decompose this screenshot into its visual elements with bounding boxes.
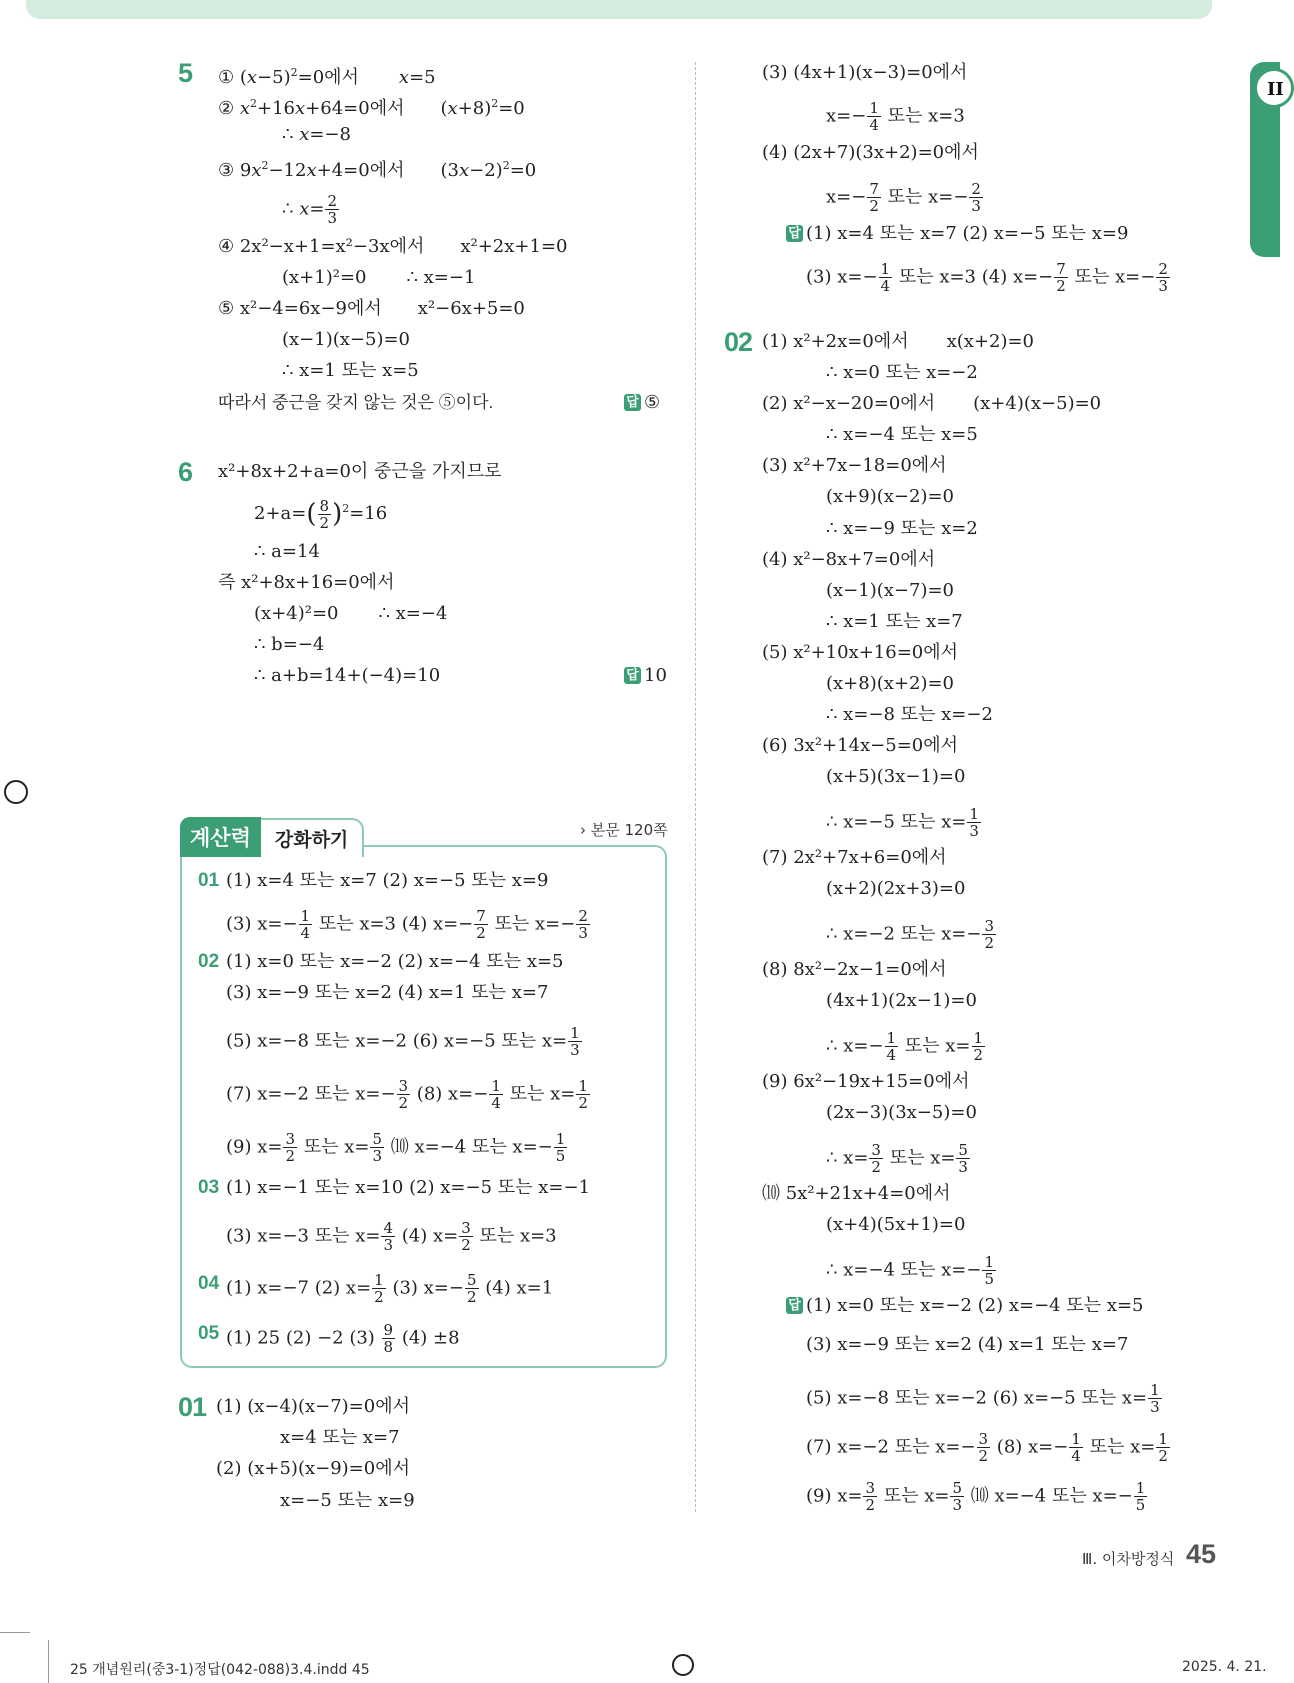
r01-answer-1: 답 (1) x=4 또는 x=7 (2) x=−5 또는 x=9	[786, 222, 1128, 246]
s01-line-1: (1) (x−4)(x−7)=0에서	[216, 1396, 410, 1417]
r02-p6: (6) 3x²+14x−5=0에서	[762, 735, 959, 756]
q6-line-7: ∴ a+b=14+(−4)=10	[254, 665, 441, 686]
r02-p1: (1) x²+2x=0에서 x(x+2)=0	[762, 331, 1035, 352]
r02-p4b: (x−1)(x−7)=0	[826, 580, 954, 601]
r01-answer-2: (3) x=− $\frac{1}{4}$ 또는 x=3 (4) x=− $\frac{7}{2}$ 또는 x=− $\frac{2}{3}$	[806, 260, 1168, 295]
q5-line-9: (x−1)(x−5)=0	[282, 329, 410, 350]
r02-p9b: (2x−3)(3x−5)=0	[826, 1102, 977, 1123]
q6-line-3: ∴ a=14	[254, 541, 320, 562]
r02-p9: (9) 6x²−19x+15=0에서	[762, 1071, 970, 1092]
r01-line-2: x=− $\frac{1}{4}$ 또는 x=3	[826, 99, 965, 134]
answer-badge: 답	[624, 394, 641, 411]
r02-p5: (5) x²+10x+16=0에서	[762, 642, 959, 663]
box-num-04: 04	[198, 1273, 220, 1294]
practice-box-tab	[180, 818, 364, 856]
print-date: 2025. 4. 21.	[1182, 1659, 1267, 1675]
r02-p8c: ∴ x=− $\frac{1}{4}$ 또는 x= $\frac{1}{2}$	[826, 1029, 984, 1064]
r02-p7c: ∴ x=−2 또는 x=− $\frac{3}{2}$	[826, 917, 995, 952]
r02-p5b: (x+8)(x+2)=0	[826, 673, 954, 694]
q6-line-6: ∴ b=−4	[254, 634, 325, 655]
box-02-line-1: (1) x=0 또는 x=−2 (2) x=−4 또는 x=5	[226, 951, 564, 972]
r02-p10b: (x+4)(5x+1)=0	[826, 1214, 966, 1235]
q6-line-1: x²+8x+2+a=0이 중근을 가지므로	[218, 461, 502, 482]
box-02-line-2: (3) x=−9 또는 x=2 (4) x=1 또는 x=7	[226, 982, 549, 1003]
r02-p3c: ∴ x=−9 또는 x=2	[826, 518, 978, 539]
r02-p10c: ∴ x=−4 또는 x=− $\frac{1}{5}$	[826, 1253, 995, 1288]
r02-answer-3: (5) x=−8 또는 x=−2 (6) x=−5 또는 x= $\frac{1}{3}$	[806, 1381, 1160, 1416]
top-banner	[26, 0, 1212, 19]
r02-p3b: (x+9)(x−2)=0	[826, 486, 954, 507]
box-tab-subtitle: 강화하기	[261, 818, 364, 857]
s01-line-2: x=4 또는 x=7	[280, 1427, 400, 1448]
box-01-line-2: (3) x=− $\frac{1}{4}$ 또는 x=3 (4) x=− $\frac{7}{2}$ 또는 x=− $\frac{2}{3}$	[226, 907, 588, 942]
r01-line-3: (4) (2x+7)(3x+2)=0에서	[762, 142, 979, 163]
box-num-05: 05	[198, 1323, 220, 1344]
file-info: 25 개념원리(중3-1)정답(042-088)3.4.indd 45	[70, 1662, 370, 1678]
r02-p8: (8) 8x²−2x−1=0에서	[762, 959, 947, 980]
box-01-line-1: (1) x=4 또는 x=7 (2) x=−5 또는 x=9	[226, 870, 549, 891]
r02-p4: (4) x²−8x+7=0에서	[762, 549, 936, 570]
s01-number: 01	[178, 1392, 207, 1422]
r02-p6c: ∴ x=−5 또는 x= $\frac{1}{3}$	[826, 805, 979, 840]
chapter-tab-label: II	[1254, 68, 1294, 108]
page-reference: › 본문 120쪽	[580, 821, 668, 839]
q5-line-7: (x+1)²=0 ∴ x=−1	[282, 267, 476, 288]
r02-p6b: (x+5)(3x−1)=0	[826, 766, 966, 787]
box-05-line-1: (1) 25 (2) −2 (3) $\frac{9}{8}$ (4) ±8	[226, 1321, 460, 1356]
r02-answer-4: (7) x=−2 또는 x=− $\frac{3}{2}$ (8) x=− $\frac{1}{4}$ 또는 x= $\frac{1}{2}$	[806, 1430, 1168, 1465]
r02-p10: ⑽ 5x²+21x+4=0에서	[762, 1183, 951, 1204]
q5-answer: 답 ⑤	[624, 391, 660, 415]
r02-p1c: ∴ x=0 또는 x=−2	[826, 362, 978, 383]
s01-line-4: x=−5 또는 x=9	[280, 1490, 415, 1511]
q5-line-5: ∴ x= $\frac{2}{3}$	[282, 192, 337, 227]
q6-answer: 답 10	[624, 664, 667, 688]
q5-line-6: ④ 2x²−x+1=x²−3x에서 x²+2x+1=0	[218, 236, 568, 257]
r02-answer-5: (9) x= $\frac{3}{2}$ 또는 x= $\frac{5}{3}$ ⑽ x=−4 또는 x=− $\frac{1}{5}$	[806, 1479, 1146, 1514]
page-number: 45	[1186, 1539, 1217, 1569]
box-02-line-3: (5) x=−8 또는 x=−2 (6) x=−5 또는 x= $\frac{1}{3}$	[226, 1024, 580, 1059]
box-03-line-1: (1) x=−1 또는 x=10 (2) x=−5 또는 x=−1	[226, 1177, 591, 1198]
r02-p8b: (4x+1)(2x−1)=0	[826, 990, 977, 1011]
q5-line-8: ⑤ x²−4=6x−9에서 x²−6x+5=0	[218, 298, 525, 319]
r01-line-1: (3) (4x+1)(x−3)=0에서	[762, 62, 968, 83]
q5-number: 5	[178, 58, 193, 88]
r02-p2: (2) x²−x−20=0에서 (x+4)(x−5)=0	[762, 393, 1102, 414]
answer-badge: 답	[786, 225, 803, 242]
registration-mark	[672, 1654, 694, 1676]
q5-line-3: ∴ x=−8	[282, 124, 351, 145]
box-03-line-2: (3) x=−3 또는 x= $\frac{4}{3}$ (4) x= $\frac{3}{2}$ 또는 x=3	[226, 1219, 557, 1254]
r02-p7b: (x+2)(2x+3)=0	[826, 878, 966, 899]
r02-p7: (7) 2x²+7x+6=0에서	[762, 847, 947, 868]
r02-number: 02	[724, 327, 753, 357]
answer-badge: 답	[624, 667, 641, 684]
r02-answer-1: 답 (1) x=0 또는 x=−2 (2) x=−4 또는 x=5	[786, 1294, 1144, 1318]
r02-p4c: ∴ x=1 또는 x=7	[826, 611, 963, 632]
r02-p5c: ∴ x=−8 또는 x=−2	[826, 704, 993, 725]
crop-line	[48, 1640, 49, 1683]
q6-line-4: 즉 x²+8x+16=0에서	[218, 572, 395, 593]
q5-line-10: ∴ x=1 또는 x=5	[282, 360, 419, 381]
q5-conclusion: 따라서 중근을 갖지 않는 것은 ⑤이다.	[218, 393, 494, 412]
r02-p2c: ∴ x=−4 또는 x=5	[826, 424, 978, 445]
chapter-label: Ⅲ. 이차방정식	[1082, 1550, 1175, 1568]
chapter-side-tab	[1250, 62, 1284, 257]
r02-p3: (3) x²+7x−18=0에서	[762, 455, 947, 476]
r01-line-4: x=− $\frac{7}{2}$ 또는 x=− $\frac{2}{3}$	[826, 180, 981, 215]
q6-line-2: 2+a=( $\frac{8}{2}$ )$^2$=16	[254, 496, 388, 532]
box-num-01: 01	[198, 870, 220, 891]
answer-badge: 답	[786, 1297, 803, 1314]
q6-line-5: (x+4)²=0 ∴ x=−4	[254, 603, 448, 624]
box-02-line-4: (7) x=−2 또는 x=− $\frac{3}{2}$ (8) x=− $\frac{1}{4}$ 또는 x= $\frac{1}{2}$	[226, 1077, 588, 1112]
q5-line-4: ③ $9x^2-12x+4=0$에서 $(3x-2)^2=0$	[218, 159, 537, 181]
q5-line-2: ② $x^2+16x+64=0$에서 $(x+8)^2=0$	[218, 97, 525, 119]
r02-answer-2: (3) x=−9 또는 x=2 (4) x=1 또는 x=7	[806, 1334, 1129, 1355]
box-02-line-5: (9) x= $\frac{3}{2}$ 또는 x= $\frac{5}{3}$ ⑽ x=−4 또는 x=− $\frac{1}{5}$	[226, 1130, 566, 1165]
r02-p9c: ∴ x= $\frac{3}{2}$ 또는 x= $\frac{5}{3}$	[826, 1141, 968, 1176]
box-num-02: 02	[198, 951, 220, 972]
registration-mark	[4, 780, 28, 804]
box-04-line-1: (1) x=−7 (2) x= $\frac{1}{2}$ (3) x=− $\frac{5}{2}$ (4) x=1	[226, 1271, 554, 1306]
box-num-03: 03	[198, 1177, 220, 1198]
q5-line-1: ① $(x-5)^2=0$에서 x=5	[218, 66, 436, 88]
s01-line-3: (2) (x+5)(x−9)=0에서	[216, 1458, 410, 1479]
column-divider	[695, 62, 696, 1512]
q6-number: 6	[178, 457, 193, 487]
box-tab-title: 계산력	[180, 817, 261, 857]
crop-line	[0, 1632, 30, 1633]
